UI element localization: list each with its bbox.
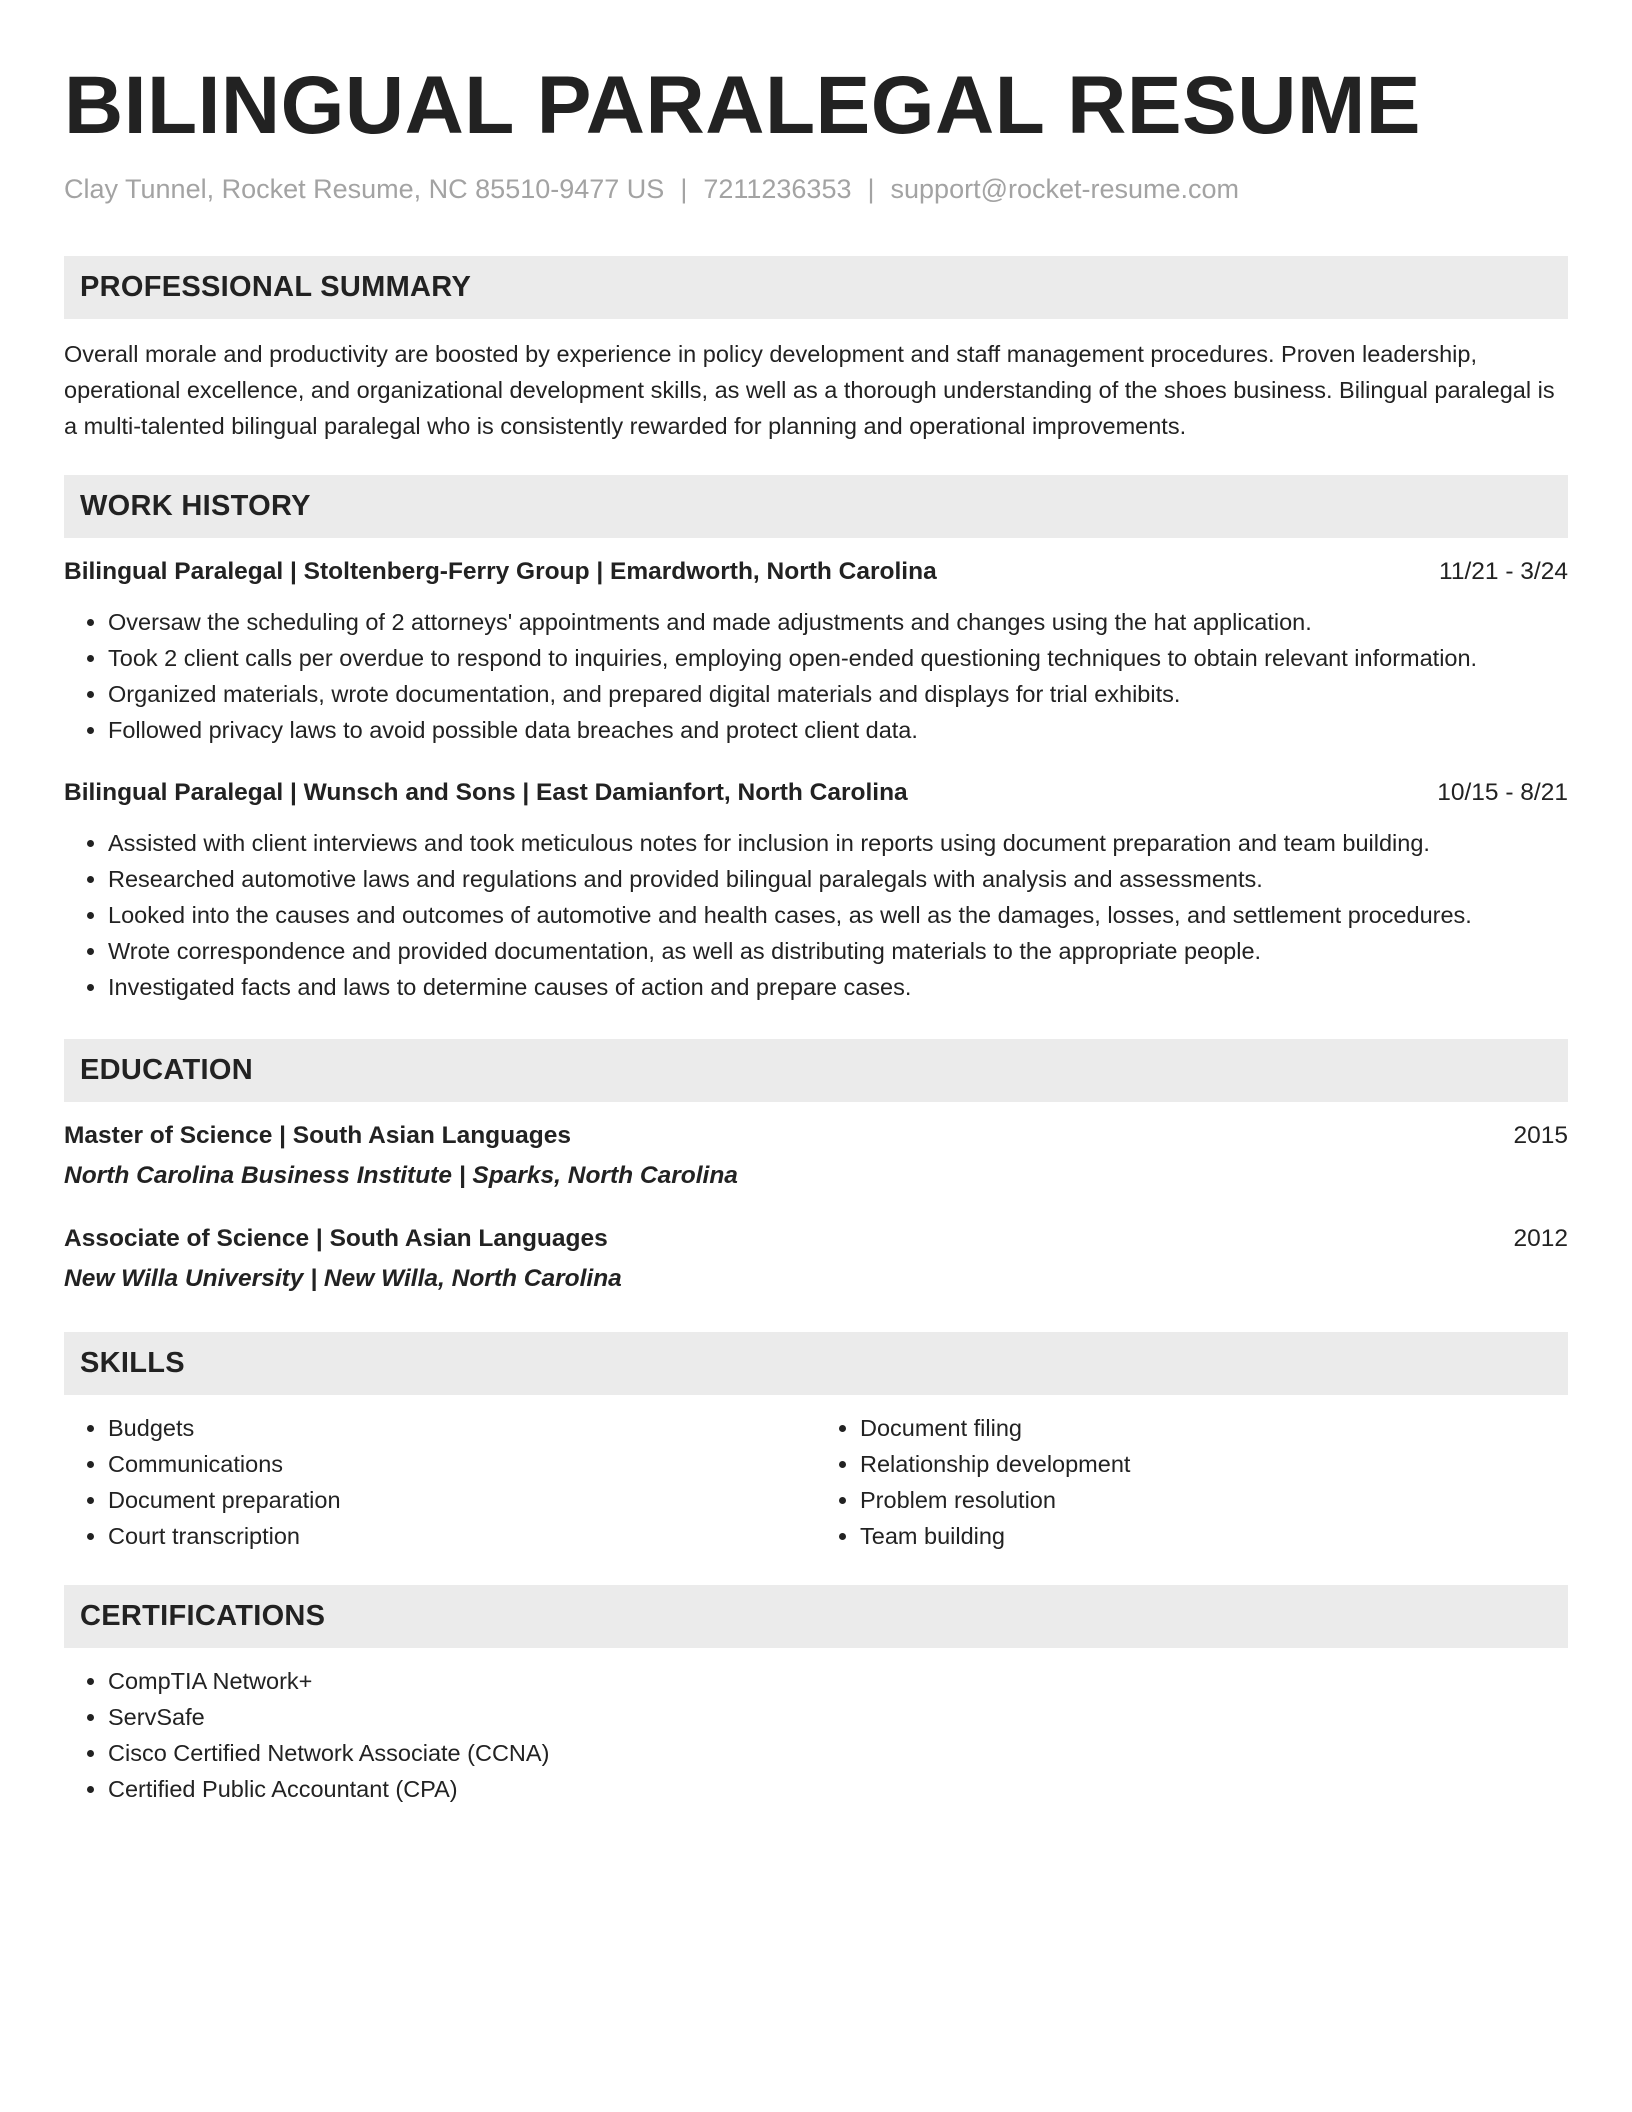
education-school: North Carolina Business Institute | Sparks, North Carolina bbox=[64, 1162, 738, 1189]
contact-phone: 7211236353 bbox=[703, 174, 852, 204]
list-item: • Followed privacy laws to avoid possible data breaches and protect client data. bbox=[108, 712, 1568, 748]
contact-separator: | bbox=[680, 174, 688, 204]
section-heading-summary: PROFESSIONAL SUMMARY bbox=[64, 256, 1568, 319]
education-year: 2015 bbox=[1513, 1122, 1568, 1149]
list-item: • Looked into the causes and outcomes of automotive and health cases, as well as the damages, losses, and settlement procedures. bbox=[108, 897, 1568, 933]
section-heading-work-history: WORK HISTORY bbox=[64, 475, 1568, 538]
education-header bbox=[64, 1222, 1568, 1256]
job-title: Bilingual Paralegal | Wunsch and Sons | East Damianfort, North Carolina bbox=[64, 779, 908, 806]
list-item: • Budgets bbox=[108, 1410, 816, 1446]
list-item: • Problem resolution bbox=[860, 1482, 1568, 1518]
skills-columns bbox=[64, 1410, 1568, 1554]
list-item: • Communications bbox=[108, 1446, 816, 1482]
list-item: • Court transcription bbox=[108, 1518, 816, 1554]
list-item: • Investigated facts and laws to determine causes of action and prepare cases. bbox=[108, 969, 1568, 1005]
summary-text: Overall morale and productivity are boosted by experience in policy development and staff management procedures. Proven leadership, operational excellence, and organizational development skills, as well as a thorough understanding of the shoes business. Bilingual paralegal is a multi-talented bilingual paralegal who is consistently rewarded for planning and operational improvements. bbox=[64, 341, 1555, 439]
list-item: • Relationship development bbox=[860, 1446, 1568, 1482]
skills-list-left bbox=[64, 1410, 816, 1554]
education-header bbox=[64, 1119, 1568, 1153]
list-item: • ServSafe bbox=[108, 1699, 1568, 1735]
list-item: • Document preparation bbox=[108, 1482, 816, 1518]
list-item: • Team building bbox=[860, 1518, 1568, 1554]
job-dates: 11/21 - 3/24 bbox=[1439, 558, 1568, 585]
job-header bbox=[64, 776, 1568, 810]
section-heading-certifications: CERTIFICATIONS bbox=[64, 1585, 1568, 1648]
job-dates: 10/15 - 8/21 bbox=[1437, 779, 1568, 806]
contact-email: support@rocket-resume.com bbox=[890, 174, 1240, 204]
job-header bbox=[64, 555, 1568, 589]
certifications-list bbox=[64, 1663, 1568, 1807]
contact-separator: | bbox=[867, 174, 875, 204]
list-item: • Assisted with client interviews and took meticulous notes for inclusion in reports using document preparation and team building. bbox=[108, 825, 1568, 861]
contact-line bbox=[64, 172, 1568, 206]
section-heading-skills: SKILLS bbox=[64, 1332, 1568, 1395]
section-heading-education: EDUCATION bbox=[64, 1039, 1568, 1102]
list-item: • Organized materials, wrote documentation, and prepared digital materials and displays for trial exhibits. bbox=[108, 676, 1568, 712]
education-degree: Master of Science | South Asian Languages bbox=[64, 1122, 571, 1149]
list-item: • Took 2 client calls per overdue to respond to inquiries, employing open-ended questioning techniques to obtain relevant information. bbox=[108, 640, 1568, 676]
list-item: • Cisco Certified Network Associate (CCNA) bbox=[108, 1735, 1568, 1771]
list-item: • Wrote correspondence and provided documentation, as well as distributing materials to the appropriate people. bbox=[108, 933, 1568, 969]
job-bullets bbox=[64, 825, 1568, 1005]
list-item: • Document filing bbox=[860, 1410, 1568, 1446]
education-year: 2012 bbox=[1513, 1225, 1568, 1252]
list-item: • Certified Public Accountant (CPA) bbox=[108, 1771, 1568, 1807]
resume-title: BILINGUAL PARALEGAL RESUME bbox=[64, 60, 1421, 151]
job-title: Bilingual Paralegal | Stoltenberg-Ferry Group | Emardworth, North Carolina bbox=[64, 558, 937, 585]
job-bullets bbox=[64, 604, 1568, 748]
list-item: • Oversaw the scheduling of 2 attorneys' appointments and made adjustments and changes using the hat application. bbox=[108, 604, 1568, 640]
education-degree: Associate of Science | South Asian Languages bbox=[64, 1225, 608, 1252]
contact-address: Clay Tunnel, Rocket Resume, NC 85510-9477 US bbox=[64, 174, 665, 204]
list-item: • Researched automotive laws and regulations and provided bilingual paralegals with analysis and assessments. bbox=[108, 861, 1568, 897]
education-school: New Willa University | New Willa, North Carolina bbox=[64, 1265, 622, 1292]
list-item: • CompTIA Network+ bbox=[108, 1663, 1568, 1699]
skills-list-right bbox=[816, 1410, 1568, 1554]
